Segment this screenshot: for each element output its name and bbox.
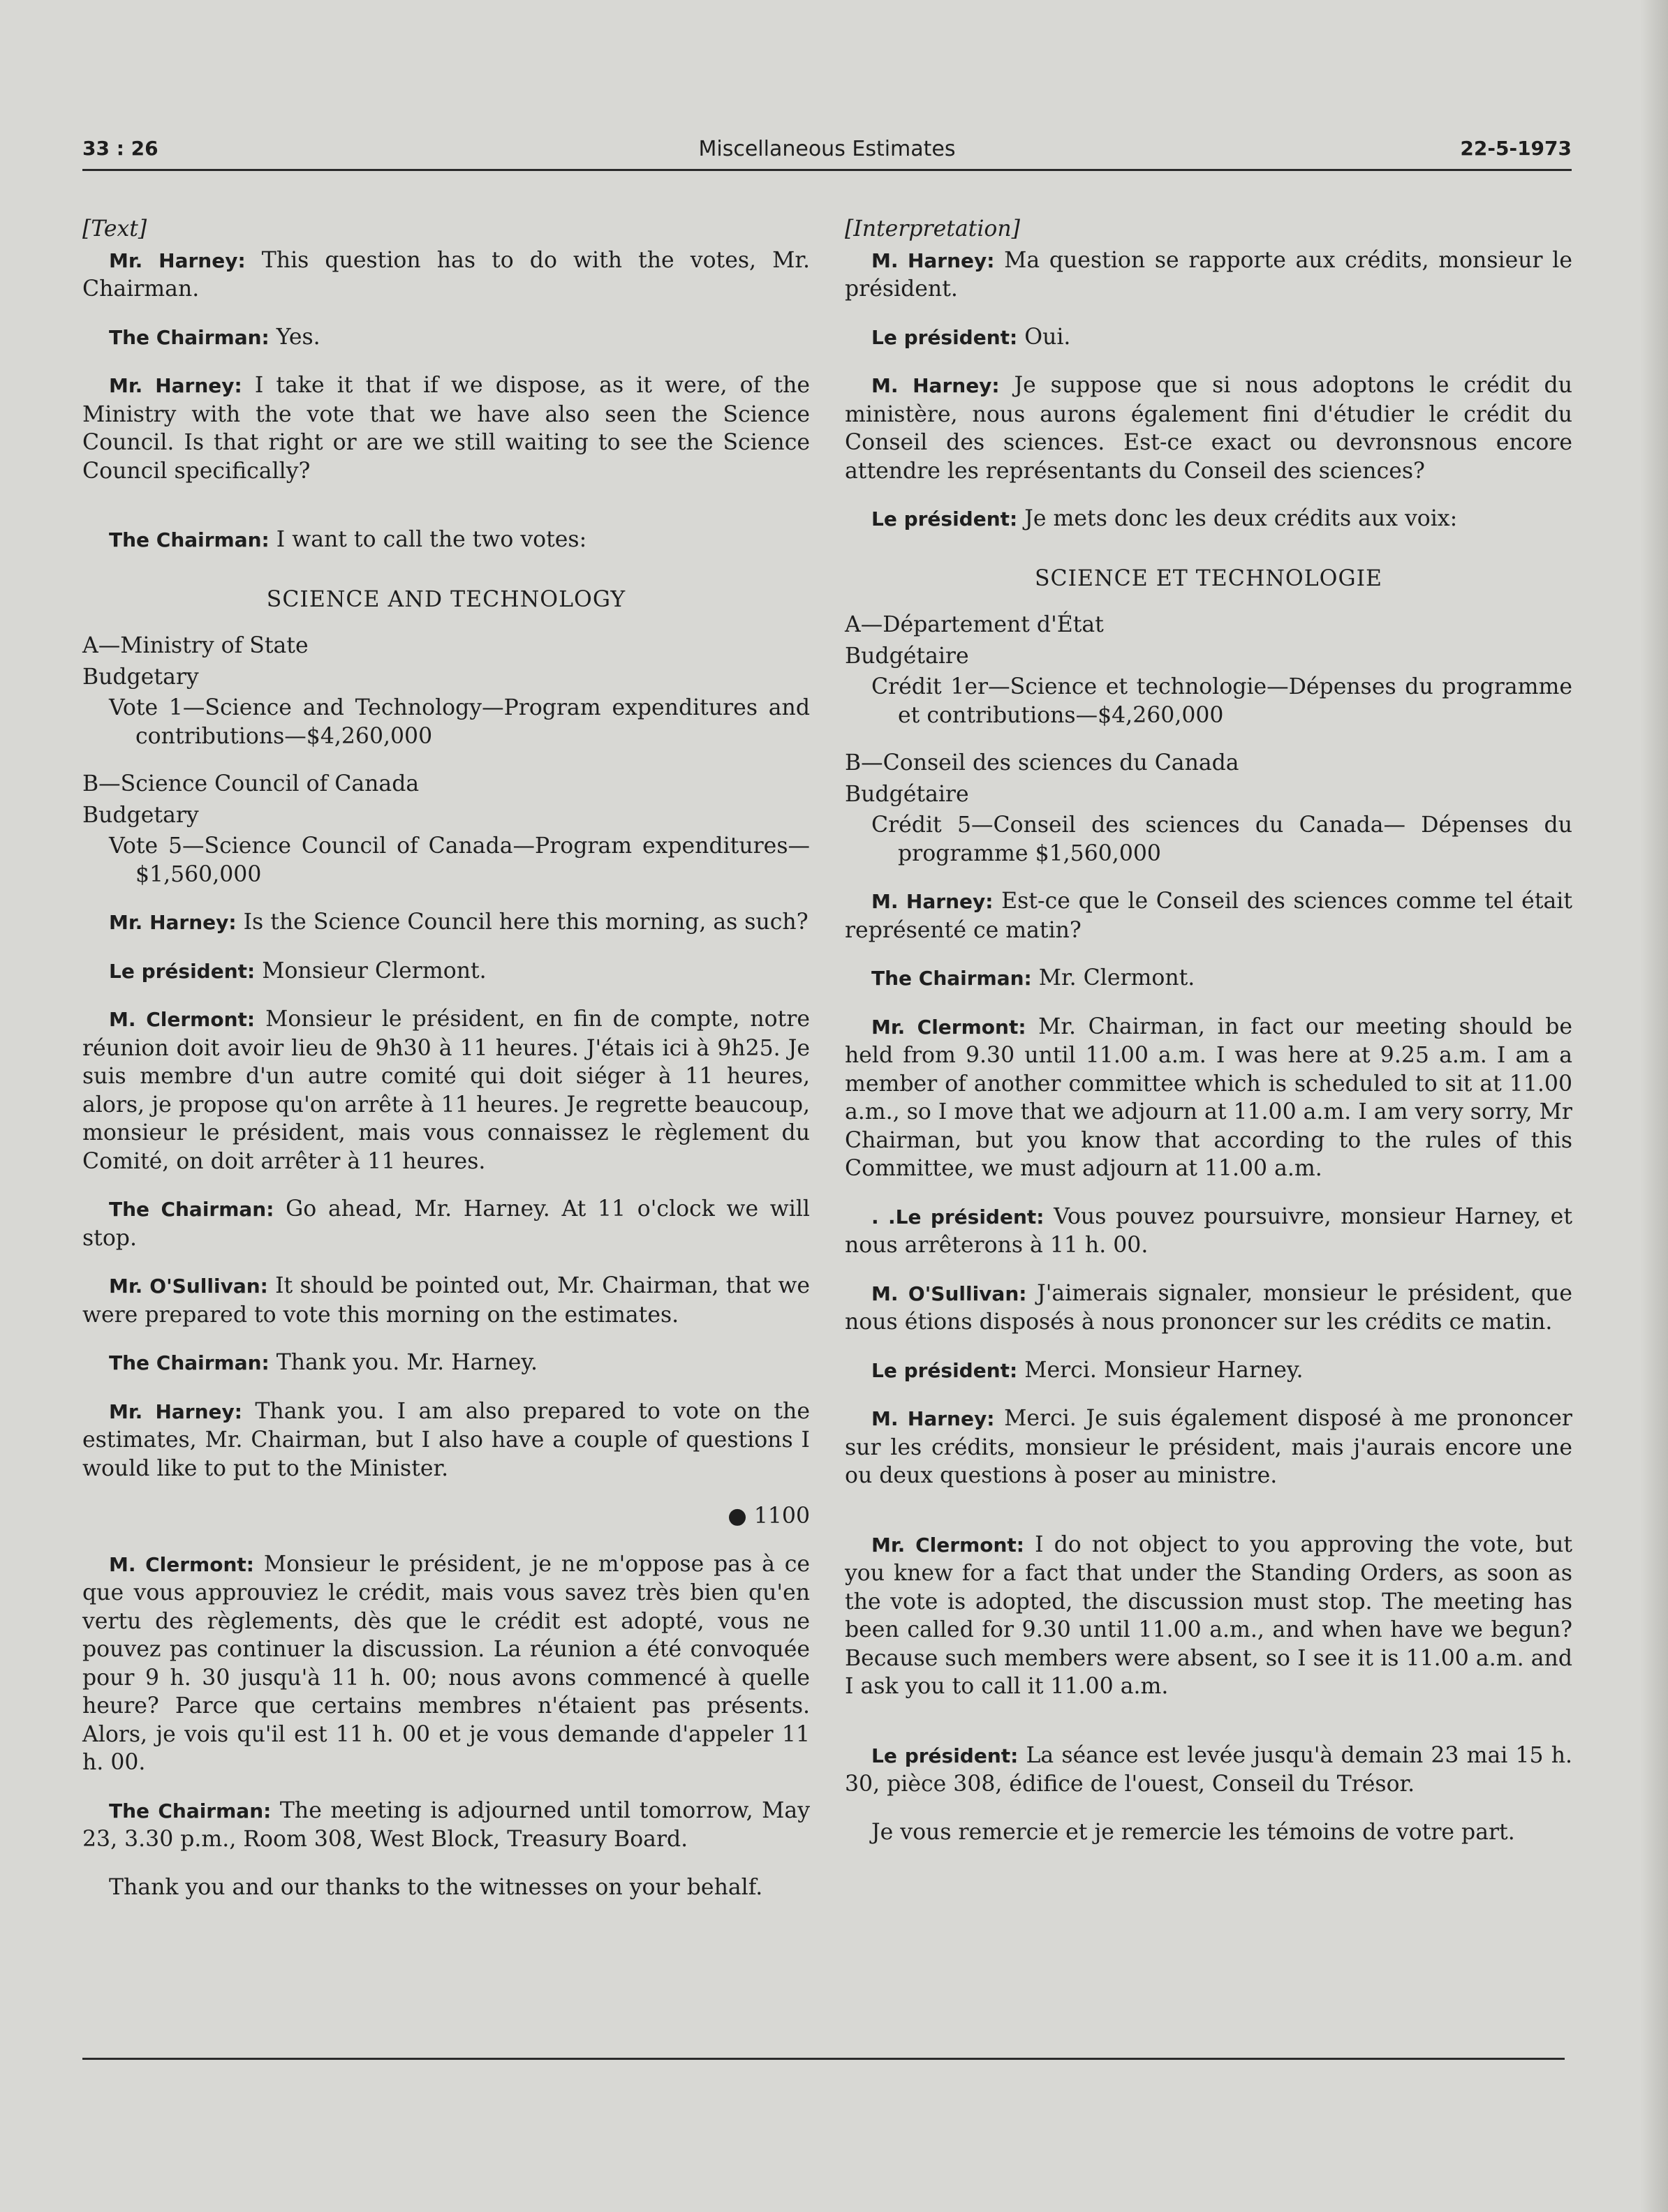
paragraph (845, 1531, 1572, 1701)
running-title: Miscellaneous Estimates (698, 137, 956, 161)
paragraph (845, 371, 1572, 485)
paragraph (845, 964, 1572, 993)
left-column (82, 215, 810, 1921)
speaker-name: M. Harney: (871, 890, 994, 913)
vote-section-sub: Budgetary (82, 802, 199, 828)
vote-section-sub: Budgetary (82, 664, 199, 690)
paragraph (82, 526, 810, 555)
paragraph (82, 1349, 810, 1378)
paragraph (82, 957, 810, 986)
paragraph (845, 1356, 1572, 1386)
paragraph (82, 1005, 810, 1175)
speech-text: Merci. Je suis également disposé à me prononcer sur les crédits, monsieur le président, mais j'aurais encore une ou deux questions à poser au ministre. (845, 1406, 1572, 1488)
speech-text: Je suppose que si nous adoptons le crédit du ministère, nous aurons également fini d'étudier le crédit du Conseil des sciences. Est-ce exact ou devronsnous encore attendre les représentants du Conseil des sciences? (845, 373, 1573, 484)
speech-text: Thank you and our thanks to the witnesses on your behalf. (109, 1874, 763, 1900)
speech-text: Mr. Clermont. (1031, 965, 1195, 990)
paragraph (82, 1550, 810, 1777)
vote-item: Vote 5—Science Council of Canada—Program expenditures—$1,560,000 (109, 833, 810, 887)
speech-text: Est-ce que le Conseil des sciences comme tel était représenté ce matin? (845, 889, 1572, 943)
paragraph (845, 1818, 1572, 1847)
page-date: 22-5-1973 (1460, 137, 1572, 160)
paragraph (82, 371, 810, 485)
speech-text: This question has to do with the votes, Mr. Chairman. (82, 247, 810, 302)
paragraph (82, 1397, 810, 1483)
paragraph (845, 1404, 1572, 1490)
speaker-name: M. O'Sullivan: (871, 1282, 1027, 1305)
section-tag: [Text] (82, 216, 147, 242)
speech-text: La séance est levée jusqu'à demain 23 mai 15 h. 30, pièce 308, édifice de l'ouest, Conseil du Trésor. (845, 1742, 1573, 1797)
paragraph (82, 1873, 810, 1902)
speech-text: Monsieur le président, je ne m'oppose pas à ce que vous approuviez le crédit, mais vous savez très bien qu'en vertu des règlements, dès que le crédit est adopté, vous ne pouvez pas continuer la discussion. La réunion a été convoquée pour 9 h. 30 jusqu'à 11 h. 00; nous avons commencé à quelle heure? Parce que certains membres n'étaient pas présents. Alors, je vois qu'il est 11 h. 00 et je vous demande d'appeler 11 h. 00. (82, 1551, 811, 1775)
page-edge-shadow (1640, 0, 1668, 2212)
paragraph (845, 505, 1572, 534)
paragraph (82, 908, 810, 937)
speaker-name: Mr. O'Sullivan: (109, 1275, 268, 1298)
speech-text: Thank you. I am also prepared to vote on the estimates, Mr. Chairman, but I also have a couple of questions I would like to put to the Minister. (82, 1398, 810, 1481)
speaker-name: The Chairman: (109, 1351, 270, 1374)
paragraph (82, 1272, 810, 1329)
timecode-marker: ● 1100 (728, 1504, 810, 1529)
paragraph (82, 246, 810, 304)
speaker-name: Le président: (871, 325, 1018, 349)
page-number: 33 : 26 (82, 137, 158, 160)
speaker-name: The Chairman: (871, 967, 1032, 990)
speaker-name: Mr. Clermont: (871, 1533, 1025, 1557)
vote-item: Crédit 5—Conseil des sciences du Canada— Dépenses du programme $1,560,000 (871, 812, 1572, 866)
speaker-name: Mr. Harney: (109, 248, 246, 272)
vote-item: Crédit 1er—Science et technologie—Dépenses du programme et contributions—$4,260,000 (871, 674, 1572, 728)
speech-text: J'aimerais signaler, monsieur le président, que nous étions disposés à nous prononcer sur les crédits ce matin. (845, 1280, 1572, 1335)
speaker-name: The Chairman: (109, 1799, 272, 1823)
speech-text: Mr. Chairman, in fact our meeting should be held from 9.30 until 11.00 a.m. I was here at 9.25 a.m. I am a member of another committee which is scheduled to sit at 11.00 a.m., so I move that we adjourn at 11.00 a.m. I am very sorry, Mr Chairman, but you know that according to the rules of this Committee, we must adjourn at 11.00 a.m. (845, 1014, 1572, 1181)
speech-text: Oui. (1017, 324, 1071, 350)
speech-text: Vous pouvez poursuivre, monsieur Harney, et nous arrêterons à 11 h. 00. (845, 1203, 1572, 1258)
speech-text: The meeting is adjourned until tomorrow, May 23, 3.30 p.m., Room 308, West Block, Treasury Board. (82, 1797, 810, 1852)
paragraph (845, 1279, 1572, 1337)
speaker-name: Mr. Harney: (109, 1400, 242, 1423)
speech-text: I want to call the two votes: (269, 527, 587, 552)
footer-rule (82, 2058, 1565, 2060)
page-header (82, 137, 1572, 171)
vote-section-sub: Budgétaire (845, 781, 969, 807)
speaker-name: Le président: (871, 1744, 1019, 1767)
speaker-name: The Chairman: (109, 1198, 274, 1221)
speech-text: Monsieur le président, en fin de compte, notre réunion doit avoir lieu de 9h30 à 11 heures. J'étais ici à 9h25. Je suis membre d'un autre comité qui doit siéger à 11 heures, alors, je propose qu'on arrête à 11 heures. Je regrette beaucoup, monsieur le président, mais vous connaissez le règlement du Comité, on doit arrêter à 11 heures. (82, 1007, 810, 1174)
paragraph (82, 323, 810, 352)
speech-text: I do not object to you approving the vote, but you knew for a fact that under the Standing Orders, as soon as the vote is adopted, the discussion must stop. The meeting has been called for 9.30 until 11.00 a.m., and when have we begun? Because such members were absent, so I see it is 11.00 a.m. and I ask you to call it 11.00 a.m. (845, 1531, 1573, 1699)
speaker-name: . .Le président: (871, 1205, 1045, 1229)
speech-text: Yes. (269, 324, 320, 350)
paragraph (82, 1797, 810, 1854)
speaker-name: The Chairman: (109, 325, 270, 349)
speech-text: Monsieur Clermont. (255, 958, 487, 983)
vote-section-title: A—Département d'État (845, 612, 1104, 637)
vote-heading: SCIENCE AND TECHNOLOGY (266, 586, 626, 612)
speech-text: Is the Science Council here this morning, as such? (236, 910, 809, 935)
paragraph (82, 1195, 810, 1252)
speaker-name: Le président: (871, 507, 1018, 530)
speech-text: Go ahead, Mr. Harney. At 11 o'clock we will stop. (82, 1196, 810, 1251)
speech-text: Merci. Monsieur Harney. (1017, 1357, 1304, 1383)
speech-text: I take it that if we dispose, as it were, of the Ministry with the vote that we have also seen the Science Council. Is that right or are we still waiting to see the Science Council specifically? (82, 373, 810, 484)
speech-text: Thank you. Mr. Harney. (269, 1350, 538, 1375)
paragraph (845, 246, 1572, 304)
right-column (845, 215, 1572, 1866)
speaker-name: Le président: (871, 1358, 1018, 1382)
speech-text: It should be pointed out, Mr. Chairman, that we were prepared to vote this morning on the estimates. (82, 1273, 811, 1328)
speaker-name: M. Clermont: (109, 1552, 254, 1576)
vote-section-sub: Budgétaire (845, 643, 969, 669)
speaker-name: M. Harney: (871, 248, 995, 272)
speaker-name: M. Clermont: (109, 1008, 256, 1031)
paragraph (845, 1742, 1572, 1799)
vote-heading: SCIENCE ET TECHNOLOGIE (1034, 565, 1383, 591)
speaker-name: Mr. Clermont: (871, 1015, 1026, 1039)
speaker-name: Mr. Harney: (109, 911, 237, 934)
speaker-name: Mr. Harney: (109, 374, 242, 397)
paragraph (845, 887, 1572, 944)
speaker-name: M. Harney: (871, 374, 1000, 397)
speaker-name: Le président: (109, 959, 256, 983)
vote-section-title: A—Ministry of State (82, 633, 309, 658)
speaker-name: The Chairman: (109, 528, 270, 551)
speech-text: Ma question se rapporte aux crédits, monsieur le président. (845, 247, 1572, 302)
vote-item: Vote 1—Science and Technology—Program expenditures and contributions—$4,260,000 (109, 695, 810, 749)
section-tag: [Interpretation] (845, 216, 1020, 242)
paragraph (845, 323, 1572, 352)
paragraph (845, 1203, 1572, 1260)
speech-text: Je mets donc les deux crédits aux voix: (1017, 506, 1458, 531)
speaker-name: M. Harney: (871, 1407, 995, 1430)
vote-section-title: B—Science Council of Canada (82, 771, 420, 796)
paragraph (845, 1013, 1572, 1183)
speech-text: Je vous remercie et je remercie les témoins de votre part. (871, 1819, 1515, 1845)
vote-section-title: B—Conseil des sciences du Canada (845, 750, 1239, 775)
